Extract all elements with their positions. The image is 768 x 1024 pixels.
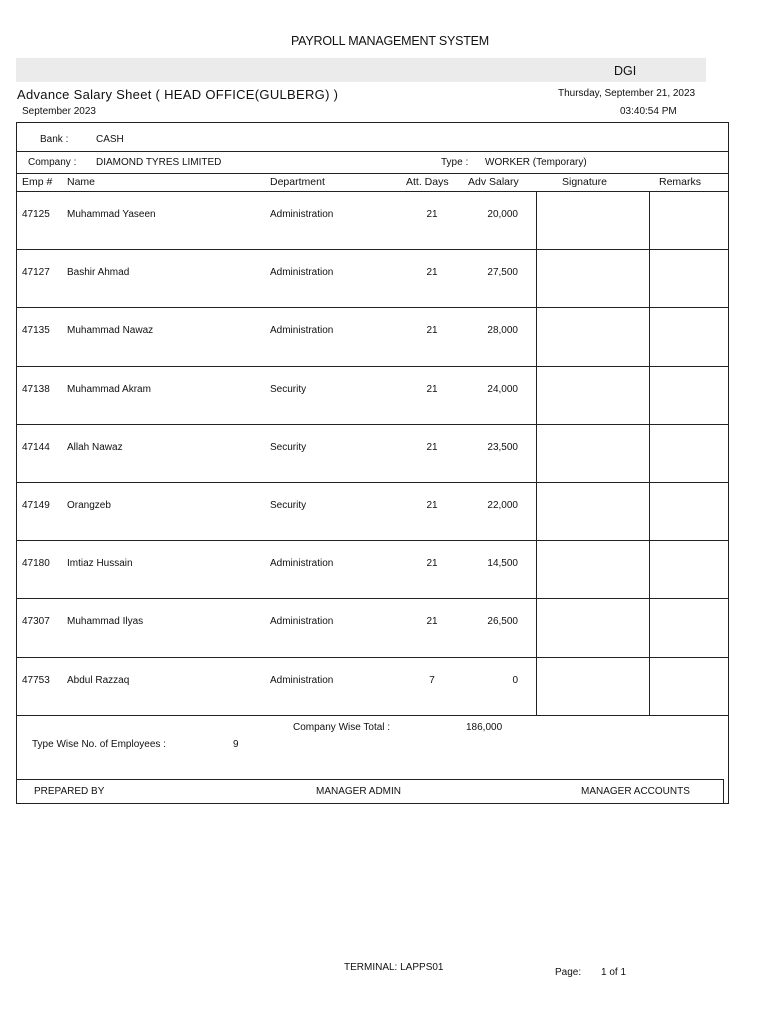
adv-salary: 0 (512, 675, 518, 686)
bank-value: CASH (96, 134, 124, 145)
report-period: September 2023 (22, 106, 96, 117)
department: Administration (270, 616, 334, 627)
type-value: WORKER (Temporary) (485, 157, 587, 168)
terminal-id: TERMINAL: LAPPS01 (344, 962, 444, 973)
company-code: DGI (614, 64, 637, 78)
employee-count-label: Type Wise No. of Employees : (32, 739, 166, 750)
emp-number: 47144 (22, 442, 50, 453)
employee-name: Abdul Razzaq (67, 675, 130, 686)
att-days: 21 (426, 384, 438, 395)
page-label: Page: (555, 967, 582, 978)
employee-name: Imtiaz Hussain (67, 558, 133, 569)
col-remarks: Remarks (659, 176, 702, 188)
att-days: 21 (426, 558, 438, 569)
page-number: 1 of 1 (601, 967, 627, 978)
bank-label: Bank : (40, 134, 69, 145)
divider (16, 191, 729, 192)
employee-name: Bashir Ahmad (67, 267, 130, 278)
department: Administration (270, 325, 334, 336)
emp-number: 47127 (22, 267, 50, 278)
att-days: 21 (426, 209, 438, 220)
col-name: Name (67, 176, 96, 188)
att-days: 7 (429, 675, 435, 686)
row-divider (16, 598, 729, 599)
col-emp: Emp # (22, 176, 53, 188)
emp-number: 47135 (22, 325, 50, 336)
adv-salary: 26,500 (487, 616, 518, 627)
row-divider (16, 249, 729, 250)
att-days: 21 (426, 442, 438, 453)
type-label: Type : (441, 157, 469, 168)
sheet-title: Advance Salary Sheet ( HEAD OFFICE(GULBERG) ) (17, 87, 339, 102)
department: Administration (270, 558, 334, 569)
emp-number: 47138 (22, 384, 50, 395)
row-divider (16, 482, 729, 483)
adv-salary: 22,000 (487, 500, 518, 511)
emp-number: 47180 (22, 558, 50, 569)
adv-salary: 27,500 (487, 267, 518, 278)
col-signature: Signature (562, 176, 607, 188)
divider (16, 151, 729, 152)
company-label: Company : (28, 157, 77, 168)
employee-count-value: 9 (233, 739, 239, 750)
system-title: PAYROLL MANAGEMENT SYSTEM (290, 34, 490, 48)
department: Security (270, 500, 307, 511)
row-divider (16, 307, 729, 308)
adv-salary: 24,000 (487, 384, 518, 395)
adv-salary: 23,500 (487, 442, 518, 453)
row-divider (16, 540, 729, 541)
employee-name: Orangzeb (67, 500, 111, 511)
department: Administration (270, 267, 334, 278)
employee-name: Muhammad Akram (67, 384, 151, 395)
col-att-days: Att. Days (406, 176, 449, 188)
row-divider (16, 424, 729, 425)
department: Administration (270, 209, 334, 220)
company-total-value: 186,000 (466, 722, 503, 733)
emp-number: 47149 (22, 500, 50, 511)
emp-number: 47125 (22, 209, 50, 220)
employee-name: Muhammad Nawaz (67, 325, 154, 336)
employee-name: Allah Nawaz (67, 442, 123, 453)
company-total-label: Company Wise Total : (293, 722, 391, 733)
print-date: Thursday, September 21, 2023 (558, 88, 696, 99)
manager-admin-label: MANAGER ADMIN (316, 786, 402, 797)
signature-column-line (536, 191, 537, 716)
header-band (16, 58, 706, 82)
adv-salary: 14,500 (487, 558, 518, 569)
print-time: 03:40:54 PM (620, 106, 677, 117)
employee-name: Muhammad Yaseen (67, 209, 156, 220)
att-days: 21 (426, 325, 438, 336)
att-days: 21 (426, 267, 438, 278)
remarks-column-line (649, 191, 650, 716)
department: Administration (270, 675, 334, 686)
department: Security (270, 442, 307, 453)
adv-salary: 20,000 (487, 209, 518, 220)
prepared-by-label: PREPARED BY (34, 786, 105, 797)
col-adv-salary: Adv Salary (468, 176, 519, 188)
row-divider (16, 715, 729, 716)
divider (16, 173, 729, 174)
emp-number: 47307 (22, 616, 50, 627)
att-days: 21 (426, 616, 438, 627)
adv-salary: 28,000 (487, 325, 518, 336)
manager-accounts-label: MANAGER ACCOUNTS (581, 786, 690, 797)
col-department: Department (270, 176, 325, 188)
emp-number: 47753 (22, 675, 50, 686)
att-days: 21 (426, 500, 438, 511)
company-value: DIAMOND TYRES LIMITED (96, 157, 222, 168)
row-divider (16, 366, 729, 367)
row-divider (16, 657, 729, 658)
salary-table-frame (16, 122, 729, 804)
employee-name: Muhammad Ilyas (67, 616, 144, 627)
department: Security (270, 384, 307, 395)
